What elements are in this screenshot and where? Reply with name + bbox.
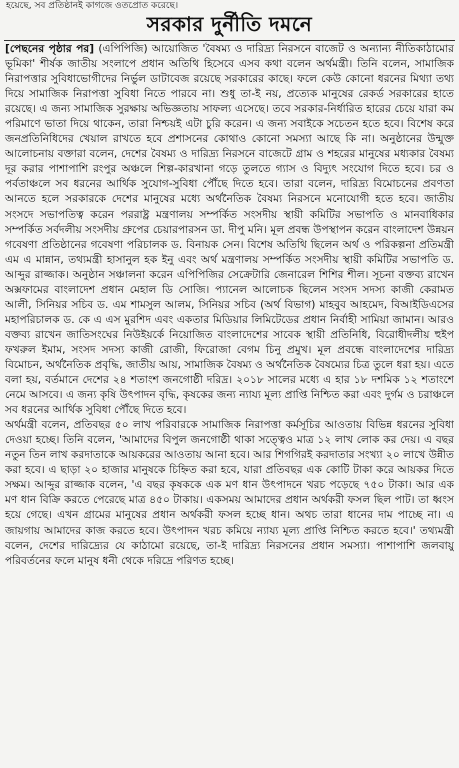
headline-rule <box>4 40 455 41</box>
paragraph-1-text: (এপিপিজি) আয়োজিত 'বৈষম্য ও দারিদ্র্য নিরসনে বাজেট ও অন্যান্য নীতিকাঠামোর ভূমিকা' শীর্ষক জাতীয় সংলাপে প্রধান অতিথি হিসেবে এসব কথা বলেন অর্থমন্ত্রী। তিনি বলেন, সামাজিক নিরাপত্তার সুবিধাভোগীদের নির্ভুল ডাটাবেজ রয়েছে সরকারের কাছে। ফলে কেউ কোনো ধরনের মিথ্যা তথ্য দিয়ে সামাজিক নিরাপত্তা সুবিধা নিতে পারবে না। শুধু তা-ই নয়, প্রত্যেক মানুষের রেকর্ড সরকারের হাতে রয়েছে। এ জন্য সামাজিক সুরক্ষায় অভিজ্ঞতায় সাফল্য এসেছে। তবে সরকার-নির্ধারিত হারের চেয়ে যারা কম পরিমাণে ভাতা দিয়ে থাকেন, তারা নিশ্চয়ই এটা চুরি করেন। এ জন্য সবাইকে সচেতন হতে হবে। বিশেষ করে জনপ্রতিনিধিদের খেয়াল রাখতে হবে প্রশাসনের কোথাও কোনো সমস্যা আছে কি না। অনুষ্ঠানের উন্মুক্ত আলোচনায় বক্তারা বলেন, দেশের বৈষম্য ও দারিদ্র্য নিরসনে বাজেটে গ্রাম ও শহরের মানুষের মধ্যকার বৈষম্য দূর করার পাশাপাশি রংপুর অঞ্চলে শিল্প-কারখানা গড়ে তুলতে গ্যাস ও বিদ্যুৎ সংযোগ দিতে হবে। চর ও পর্বতাঞ্চলে সব ধরনের আর্থিক সুযোগ-সুবিধা পৌঁছে দিতে হবে। তারা বলেন, দারিদ্র্য বিমোচনের প্রবণতা আনতে হলে সরকারকে দেশের মানুষের মধ্যে অর্থনৈতিক বৈষম্য নিরসনে মনোযোগী হতে হবে। জাতীয় সংসদে সভাপতিত্ব করেন পররাষ্ট্র মন্ত্রণালয় সম্পর্কিত সংসদীয় স্থায়ী কমিটির সভাপতি ও মানবাধিকার সম্পর্কিত সর্বদলীয় সংসদীয় গ্রুপের চেয়ারপারসন ডা. দীপু মনি। মূল প্রবন্ধ উপস্থাপন করেন বাংলাদেশ উন্নয়ন গবেষণা প্রতিষ্ঠানের গবেষণা পরিচালক ড. বিনায়ক সেন। বিশেষ অতিথি ছিলেন অর্থ ও পরিকল্পনা প্রতিমন্ত্রী এম এ মান্নান, তথ্যমন্ত্রী হাসানুল হক ইনু এবং অর্থ মন্ত্রণালয় সম্পর্কিত সংসদীয় স্থায়ী কমিটির সভাপতি ড. আব্দুর রাজ্জাক। অনুষ্ঠান সঞ্চালনা করেন এপিপিজির সেক্রেটারি জেনারেল শিশির শীল। সূচনা বক্তব্য রাখেন অক্সফামের বাংলাদেশ প্রধান মেহাল ডি সোজি। প্যানেল আলোচক ছিলেন সংসদ সদস্য কাজী কেরামত আলী, সিনিয়র সচিব ড. এম শামসুল আলম, সিনিয়র সচিব (অর্থ বিভাগ) মাহবুব আহমেদ, বিআইডিএসের মহাপরিচালক ড. কে এ এস মুরশিদ এবং একতার মিডিয়ার লিমিটেডের প্রধান নির্বাহী সামিয়া জামান। আরও বক্তব্য রাখেন জাতিসংঘের নিউইয়র্কে নিয়োজিত বাংলাদেশের সাবেক স্থায়ী প্রতিনিধি, বিরোধীদলীয় হুইপ ফখরুল ইমাম, সংসদ সদস্য কাজী রোজী, ফিরোজা বেগম চিনু প্রমুখ। মূল প্রবন্ধে বাংলাদেশের দারিদ্র্য বিমোচন, অর্থনৈতিক প্রবৃদ্ধি, জাতীয় আয়, সামাজিক বৈষম্য ও অর্থনৈতিক বৈষম্যের চিত্র তুলে ধরা হয়। এতে বলা হয়, বর্তমানে দেশের ২৪ শতাংশ জনগোষ্ঠী দরিদ্র। ২০১৮ সালের মধ্যে এ হার ১৮ দশমিক ১২ শতাংশে নেমে আসবে। এ জন্য কৃষি উৎপাদন বৃদ্ধি, কৃষকের জন্য ন্যায্য মূল্য প্রাপ্তি নিশ্চিত করা এবং দুর্গম ও চরাঞ্চলে সব ধরনের আর্থিক সুবিধা পৌঁছে দিতে হবে। <box>5 43 454 417</box>
article-paragraph-1 <box>5 42 454 418</box>
paragraph-2-text: অর্থমন্ত্রী বলেন, প্রতিবছর ৫০ লাখ পরিবারকে সামাজিক নিরাপত্তা কর্মসূচির আওতায় বিভিন্ন ধরনের সুবিধা দেওয়া হচ্ছে। তিনি বলেন, 'আমাদের বিপুল জনগোষ্ঠী থাকা সত্ত্বেও মাত্র ১২ লাখ লোক কর দেয়। এ বছর নতুন তিন লাখ করদাতাকে আয়করের আওতায় আনা হবে। আর শিগগিরই করদাতার সংখ্যা ২০ লাখে উন্নীত করা হবে। এ ছাড়া ২০ হাজার মানুষকে চিহ্নিত করা হবে, যারা প্রতিবছর এক কোটি টাকা করে আয়কর দিতে সক্ষম। আব্দুর রাজ্জাক বলেন, 'এ বছর কৃষককে এক মণ ধান উৎপাদনে খরচ পড়েছে ৭৫০ টাকা। আর এক মণ ধান বিক্রি করতে পেরেছে মাত্র ৪৫০ টাকায়। একসময় আমাদের প্রধান অর্থকরী ফসল ছিল পাট। তা ধ্বংস হয়ে গেছে। এখন গ্রামের মানুষের প্রধান অর্থকরী ফসল হচ্ছে ধান। অথচ তারা ধানের দাম পাচ্ছে না। এ জায়গায় আমাদের কাজ করতে হবে। উৎপাদন খরচ কমিয়ে ন্যায্য মূল্য প্রাপ্তি নিশ্চিত করতে হবে।' তথ্যমন্ত্রী বলেন, দেশের দারিদ্র্যের যে কাঠামো রয়েছে, তা-ই দারিদ্র্য নিরসনের প্রধান সমস্যা। পাশাপাশি জলবায়ু পরিবর্তনের ফলে মানুষ ধনী থেকে দরিদ্রে পরিণত হচ্ছে। <box>5 419 454 567</box>
previous-article-tail: হয়েছে, সব প্রতিষ্ঠানই কাগজে ওতপ্রোত করেছে। <box>6 1 179 11</box>
article-body <box>5 42 454 766</box>
continuation-marker: [পেছনের পৃষ্ঠার পর] <box>5 43 95 55</box>
article-paragraph-2 <box>5 418 454 568</box>
headline: সরকার দুর্নীতি দমনে <box>146 12 313 36</box>
